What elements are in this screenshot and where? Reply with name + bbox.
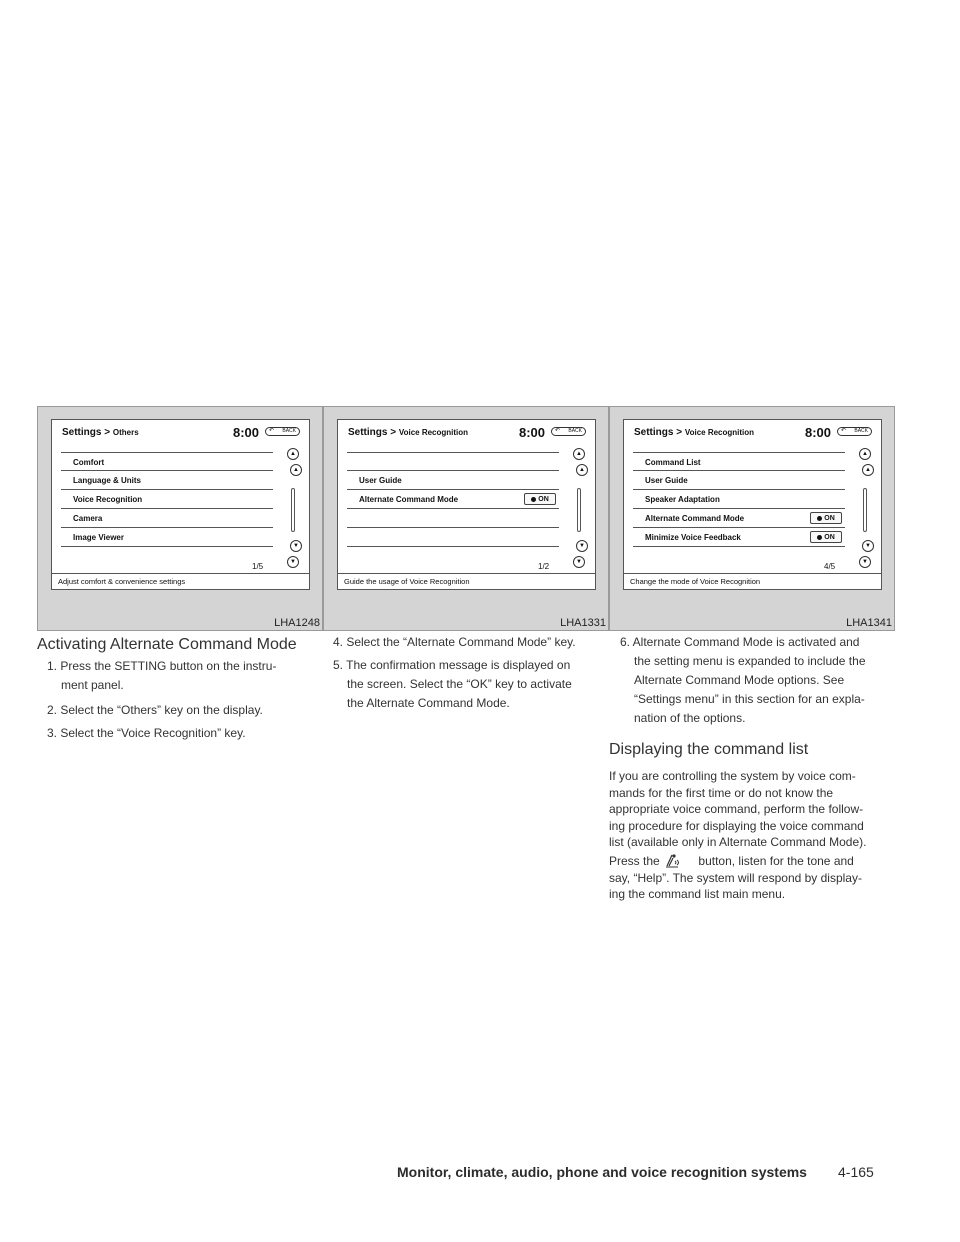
scroll-up-icon[interactable]: ▲: [290, 464, 302, 476]
scroll-up-icon[interactable]: ▲: [576, 464, 588, 476]
menu-item-label: User Guide: [645, 476, 688, 485]
paragraph-intro: If you are controlling the system by voice com- mands for the first time or do not know the appropriate voice command, perform the follow- ing procedure for displaying the voice command list (available only in Alternate Command Mode).: [609, 769, 867, 849]
figure-code: LHA1331: [560, 617, 606, 629]
menu-item-label: Language & Units: [73, 476, 142, 485]
section-heading: Activating Alternate Command Mode: [37, 636, 297, 653]
back-button[interactable]: ↶ BACK: [837, 427, 872, 436]
menu-item[interactable]: [633, 452, 845, 471]
scrollbar[interactable]: [276, 448, 304, 566]
step-3: 3. Select the “Voice Recognition” key.: [47, 726, 246, 740]
menu-item[interactable]: [633, 471, 845, 490]
back-arrow-icon: ↶: [841, 428, 847, 434]
clock: 8:00: [805, 425, 832, 440]
menu-item[interactable]: [61, 490, 273, 509]
screen-mockup: [623, 419, 882, 590]
screen-header: Settings > Voice Recognition: [634, 427, 755, 438]
menu-list: [61, 452, 273, 547]
page-indicator: 4/5: [824, 562, 836, 571]
menu-item[interactable]: [347, 528, 559, 547]
scroll-up-icon[interactable]: ▲: [862, 464, 874, 476]
paragraph-press: Press the button, listen for the tone and say, “Help”. The system will respond by display- ing the command list main menu.: [609, 854, 862, 901]
screen-header: Settings > Voice Recognition: [348, 427, 469, 438]
menu-item-label: Image Viewer: [73, 533, 124, 542]
on-toggle[interactable]: ON: [524, 493, 556, 505]
menu-item-label: Speaker Adaptation: [645, 495, 720, 504]
scroll-bottom-icon[interactable]: ▼: [573, 556, 585, 568]
figure-lha1248: [37, 406, 323, 631]
back-arrow-icon: ↶: [269, 428, 275, 434]
back-button[interactable]: ↶ BACK: [265, 427, 300, 436]
screen-mockup: [51, 419, 310, 590]
talk-switch-icon: [663, 852, 683, 868]
scrollbar[interactable]: [848, 448, 876, 566]
indicator-dot-icon: [817, 535, 822, 540]
menu-item[interactable]: [347, 452, 559, 471]
clock: 8:00: [233, 425, 260, 440]
menu-item[interactable]: [633, 509, 845, 528]
scroll-down-icon[interactable]: ▼: [576, 540, 588, 552]
figure-lha1331: [323, 406, 609, 631]
menu-item[interactable]: [347, 509, 559, 528]
page-indicator: 1/2: [538, 562, 550, 571]
indicator-dot-icon: [531, 497, 536, 502]
menu-item[interactable]: [61, 452, 273, 471]
on-toggle[interactable]: ON: [810, 512, 842, 524]
on-toggle[interactable]: ON: [810, 531, 842, 543]
menu-list: [633, 452, 845, 547]
scroll-thumb[interactable]: [291, 488, 295, 532]
section-heading-command-list: Displaying the command list: [609, 741, 809, 758]
menu-item[interactable]: [61, 528, 273, 547]
figure-code: LHA1341: [846, 617, 892, 629]
step-6: 6. Alternate Command Mode is activated and the setting menu is expanded to include the Alternate Command Mode options. See “Settings menu” in this section for an expla- nation of the options.: [620, 635, 866, 725]
menu-item-label: Minimize Voice Feedback: [645, 533, 741, 542]
menu-item[interactable]: [633, 490, 845, 509]
screen-mockup: [337, 419, 596, 590]
screen-status-text: Change the mode of Voice Recognition: [624, 573, 881, 589]
menu-list: [347, 452, 559, 547]
scroll-top-icon[interactable]: ▲: [573, 448, 585, 460]
scroll-down-icon[interactable]: ▼: [862, 540, 874, 552]
menu-item-label: Voice Recognition: [73, 495, 143, 504]
menu-item-label: User Guide: [359, 476, 402, 485]
menu-item[interactable]: [633, 528, 845, 547]
scroll-bottom-icon[interactable]: ▼: [859, 556, 871, 568]
scroll-down-icon[interactable]: ▼: [290, 540, 302, 552]
screen-status-text: Guide the usage of Voice Recognition: [338, 573, 595, 589]
menu-item[interactable]: [61, 471, 273, 490]
figure-lha1341: [609, 406, 895, 631]
clock: 8:00: [519, 425, 546, 440]
footer-section-title: Monitor, climate, audio, phone and voice recognition systems: [397, 1164, 807, 1180]
screen-status-text: Adjust comfort & convenience settings: [52, 573, 309, 589]
menu-item-label: Command List: [645, 458, 701, 467]
menu-item[interactable]: [347, 471, 559, 490]
step-5: 5. The confirmation message is displayed on the screen. Select the “OK” key to activate the Alternate Command Mode.: [333, 658, 572, 710]
page-number: 4-165: [838, 1164, 874, 1180]
menu-item-label: Alternate Command Mode: [359, 495, 459, 504]
back-arrow-icon: ↶: [555, 428, 561, 434]
figure-code: LHA1248: [274, 617, 320, 629]
scroll-thumb[interactable]: [863, 488, 867, 532]
scroll-top-icon[interactable]: ▲: [859, 448, 871, 460]
menu-item[interactable]: [347, 490, 559, 509]
menu-item-label: Alternate Command Mode: [645, 514, 745, 523]
indicator-dot-icon: [817, 516, 822, 521]
menu-item-label: Camera: [73, 514, 103, 523]
step-2: 2. Select the “Others” key on the display.: [47, 703, 263, 717]
scrollbar[interactable]: [562, 448, 590, 566]
menu-item-label: Comfort: [73, 458, 105, 467]
scroll-bottom-icon[interactable]: ▼: [287, 556, 299, 568]
page-indicator: 1/5: [252, 562, 264, 571]
scroll-top-icon[interactable]: ▲: [287, 448, 299, 460]
step-4: 4. Select the “Alternate Command Mode” key.: [333, 635, 576, 649]
screen-header: Settings > Others: [62, 427, 139, 438]
back-button[interactable]: ↶ BACK: [551, 427, 586, 436]
step-1: 1. Press the SETTING button on the instru- ment panel.: [47, 659, 277, 692]
scroll-thumb[interactable]: [577, 488, 581, 532]
menu-item[interactable]: [61, 509, 273, 528]
